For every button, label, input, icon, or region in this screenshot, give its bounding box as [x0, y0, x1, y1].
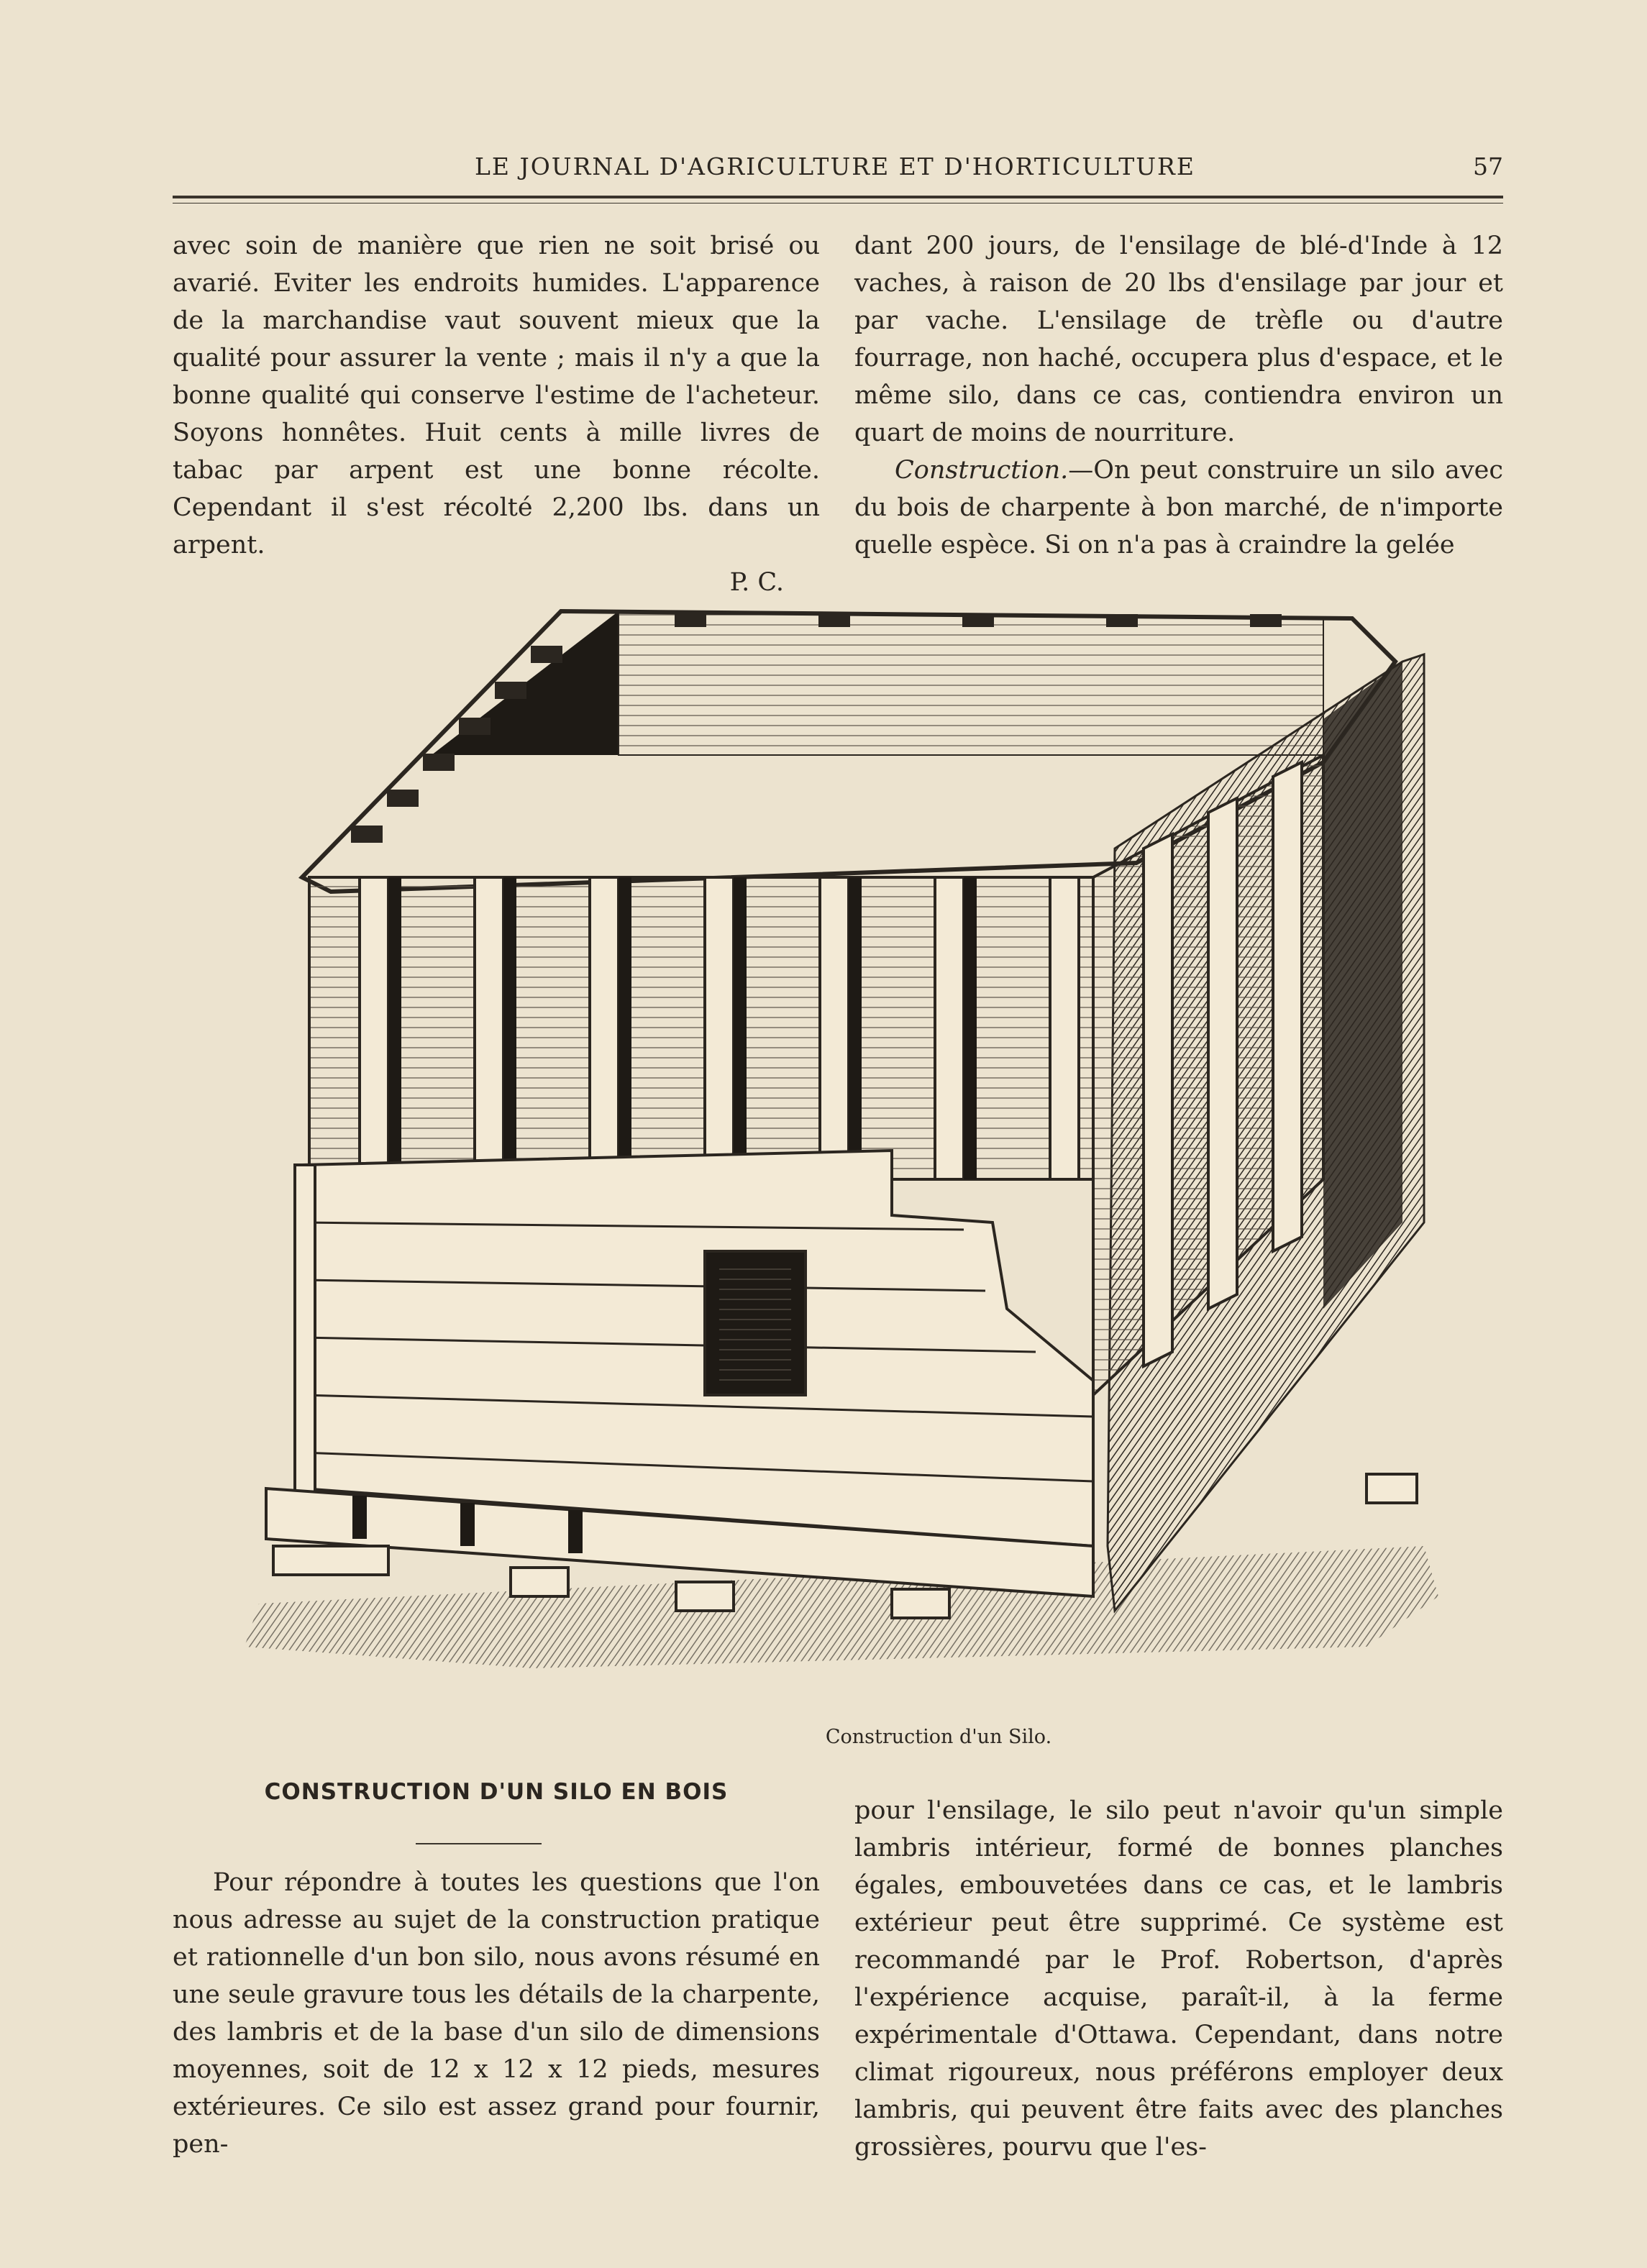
construction-label: Construction.	[895, 456, 1069, 485]
journal-title: LE JOURNAL D'AGRICULTURE ET D'HORTICULTURE	[475, 152, 1195, 180]
header-rule-thin	[173, 203, 1503, 204]
figure-caption: Construction d'un Silo.	[825, 1726, 1052, 1748]
article-paragraph: Pour répondre à toutes les questions que l'on nous adresse au sujet de la construction pratique et rationnelle d'un bon silo, nous avons résumé en une seule gravure tous les détails de la charpente, des lambris et de la base d'un silo de dimensions moyennes, soit de 12 x 12 x 12 pieds, mesures extérieures. Ce silo est assez grand pour fournir, pen-	[173, 1868, 820, 2159]
column-top-right	[854, 227, 1503, 564]
article-title: CONSTRUCTION D'UN SILO EN BOIS	[264, 1779, 729, 1805]
header-rule	[173, 196, 1503, 198]
author-signature: P. C.	[729, 568, 784, 597]
column-top-left	[173, 227, 820, 601]
column-bottom-left	[173, 1864, 820, 2163]
construction-paragraph	[854, 452, 1503, 564]
running-header	[173, 152, 1503, 196]
lambris-paragraph: pour l'ensilage, le silo peut n'avoir qu'un simple lambris intérieur, formé de bonnes planches égales, embouvetées dans ce cas, et le lambris extérieur peut être supprimé. Ce système est recommandé par le Prof. Robertson, d'après l'expérience acquise, paraît-il, à la ferme expérimentale d'Ottawa. Cependant, dans notre climat rigoureux, nous préférons employer deux lambris, qui peuvent être faits avec des planches grossières, pourvu que l'es-	[854, 1796, 1503, 2162]
silo-engraving	[245, 590, 1453, 1697]
page-number: 57	[1473, 152, 1503, 180]
column-bottom-right	[854, 1792, 1503, 2166]
ensilage-paragraph: dant 200 jours, de l'ensilage de blé-d'Inde à 12 vaches, à raison de 20 lbs d'ensilage par jour et par vache. L'ensilage de trèfle ou d'autre fourrage, non haché, occupera plus d'espace, et le même silo, dans ce cas, contiendra environ un quart de moins de nourriture.	[854, 232, 1503, 447]
construction-text: —On peut construire un silo avec du bois de charpente à bon marché, de n'importe quelle espèce. Si on n'a pas à craindre la gelée	[854, 456, 1503, 559]
tobacco-paragraph: avec soin de manière que rien ne soit brisé ou avarié. Eviter les endroits humides. L'apparence de la marchandise vaut souvent mieux que la qualité pour assurer la vente ; mais il n'y a que la bonne qualité qui conserve l'estime de l'acheteur. Soyons honnêtes. Huit cents à mille livres de tabac par arpent est une bonne récolte. Cependant il s'est récolté 2,200 lbs. dans un arpent.	[173, 232, 820, 559]
title-rule	[416, 1843, 542, 1844]
